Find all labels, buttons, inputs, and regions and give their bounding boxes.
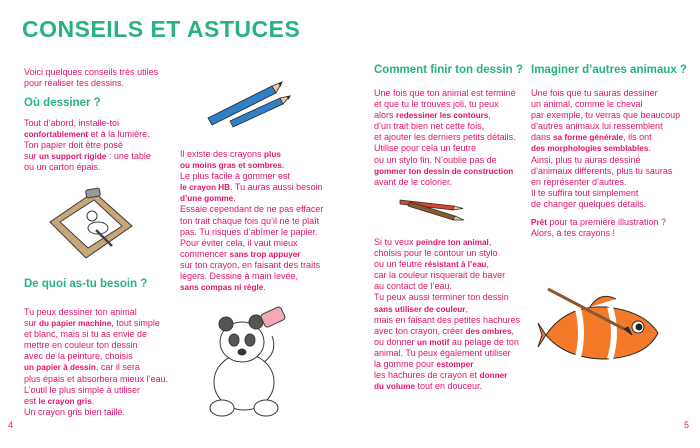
text-line xyxy=(24,67,158,78)
text-line xyxy=(374,110,516,121)
text-run: de changer quelques détails. xyxy=(531,198,647,209)
text-run: , ils ont xyxy=(623,132,652,143)
text-line xyxy=(374,259,520,270)
text-run: sur xyxy=(24,318,40,329)
text-line xyxy=(24,129,151,140)
text-line xyxy=(531,110,680,121)
imagine-text xyxy=(531,88,680,210)
text-run: Voici quelques conseils très utiles xyxy=(24,67,159,77)
text-run: et que tu le trouves joli, tu peux xyxy=(374,99,499,110)
page-title: CONSEILS ET ASTUCES xyxy=(22,16,301,42)
text-line xyxy=(374,88,516,99)
bold-text: sans trop appuyer xyxy=(229,249,301,259)
text-run: les hachures de crayon et xyxy=(374,370,480,381)
text-run: par exemple, tu verras que beaucoup xyxy=(531,110,681,121)
text-run: d’un trait bien net cette fois, xyxy=(374,121,485,132)
text-run: : une table xyxy=(106,151,151,162)
text-run: dans xyxy=(531,132,554,143)
text-line xyxy=(24,385,168,396)
text-line xyxy=(180,204,323,215)
text-line xyxy=(531,88,680,99)
text-run: légers. Dessine à main levée, xyxy=(180,271,299,282)
bold-text: du volume xyxy=(374,382,415,392)
text-run: , car il sera xyxy=(95,362,140,373)
text-line xyxy=(374,315,520,326)
text-line xyxy=(24,151,151,162)
text-line xyxy=(180,282,323,293)
text-line xyxy=(180,149,323,160)
text-run: avec ton crayon, créer xyxy=(374,325,466,336)
bold-text: résistant à l’eau xyxy=(424,260,487,270)
text-line xyxy=(374,370,520,381)
text-line xyxy=(24,396,168,407)
text-line xyxy=(24,318,168,329)
imagine-text-2 xyxy=(531,217,666,239)
text-line xyxy=(24,351,168,362)
bold-text: d’une gomme xyxy=(180,194,234,204)
intro-text xyxy=(24,67,158,89)
text-run: commencer xyxy=(180,248,230,259)
text-line xyxy=(374,359,520,370)
text-run: Si tu veux xyxy=(374,237,417,247)
text-run: , xyxy=(488,110,491,121)
text-run: sur ton crayon, en faisant des traits xyxy=(180,259,321,270)
bold-text: ou moins gras et sombres xyxy=(180,161,282,171)
text-line xyxy=(180,216,323,227)
text-line xyxy=(531,217,666,228)
text-run: . Tu auras aussi besoin xyxy=(230,182,323,193)
colored-pencils-icon xyxy=(400,196,468,226)
text-run: alors xyxy=(374,110,397,121)
bold-text: du papier machine xyxy=(39,319,112,329)
needs-heading: De quoi as-tu besoin ? xyxy=(24,278,148,290)
text-run: . xyxy=(233,193,236,204)
text-run: Pour éviter cela, il vaut mieux xyxy=(180,237,298,248)
text-line xyxy=(24,140,151,151)
text-line xyxy=(531,143,680,154)
text-run: sur xyxy=(24,151,40,162)
text-run: avec de la peinture, choisis xyxy=(24,351,133,362)
text-line xyxy=(374,304,520,315)
text-run: Utilise pour cela un feutre xyxy=(374,143,477,154)
text-run: Une fois que ton animal est terminé xyxy=(374,88,516,98)
text-line xyxy=(24,407,168,418)
where-heading: Où dessiner ? xyxy=(24,97,101,109)
text-line xyxy=(374,132,516,143)
bold-text: le crayon gris xyxy=(38,396,92,406)
text-run: et ajouter les derniers petits détails. xyxy=(374,132,516,143)
page-number-right: 5 xyxy=(684,420,690,430)
text-line xyxy=(180,160,323,171)
text-run: au contact de l’eau. xyxy=(374,281,453,292)
text-line xyxy=(374,237,520,248)
where-text xyxy=(24,118,151,173)
text-line xyxy=(180,193,323,204)
finish-text-1 xyxy=(374,88,516,188)
text-line xyxy=(24,78,158,89)
text-run: Tu peux dessiner ton animal xyxy=(24,307,137,317)
text-run: ou un stylo fin. N’oublie pas de xyxy=(374,154,497,165)
page-number-left: 4 xyxy=(8,420,14,430)
bold-text: gommer ton dessin de construction xyxy=(374,166,514,176)
bold-text: peindre ton animal xyxy=(416,238,489,247)
text-line xyxy=(180,227,323,238)
text-run: d’autres animaux lui ressemblent xyxy=(531,121,663,132)
text-run: ton trait chaque fois qu’il ne te plaît xyxy=(180,215,320,226)
text-run: . xyxy=(281,160,285,171)
text-run: et à la lumière. xyxy=(88,129,150,140)
text-line xyxy=(374,337,520,348)
text-run: Alors, à tes crayons ! xyxy=(531,228,616,239)
text-run: Tout d’abord, installe-toi xyxy=(24,118,120,128)
text-line xyxy=(531,228,666,239)
bold-text: redessiner les contours xyxy=(396,111,489,121)
text-line xyxy=(374,281,520,292)
text-run: Il existe des crayons xyxy=(180,149,265,159)
text-run: Le plus facile à gommer est xyxy=(180,171,291,182)
text-line xyxy=(531,199,680,210)
bold-text: sans utiliser de couleur xyxy=(374,304,466,314)
text-run: Essaie cependant de ne pas effacer xyxy=(180,204,324,215)
text-line xyxy=(531,132,680,143)
text-line xyxy=(374,248,520,259)
text-run: Ton papier doit être posé xyxy=(24,140,124,151)
text-line xyxy=(24,362,168,373)
bold-text: des ombres xyxy=(465,326,512,336)
text-run: au pelage de ton xyxy=(449,336,519,347)
text-line xyxy=(24,307,168,318)
text-run: . xyxy=(263,282,266,293)
text-run: Une fois que tu sauras dessiner xyxy=(531,88,658,98)
text-line xyxy=(374,121,516,132)
text-line xyxy=(374,155,516,166)
bold-text: sans compas ni règle xyxy=(180,283,264,293)
text-run: pour réaliser tes dessins. xyxy=(24,78,125,89)
text-run: la gomme pour xyxy=(374,359,437,370)
bold-text: des morphologies semblables xyxy=(531,144,649,154)
text-run: pour ta première illustration ? xyxy=(546,217,666,227)
panda-eraser-icon xyxy=(206,300,306,422)
text-line xyxy=(374,292,520,303)
text-line xyxy=(531,99,680,110)
bold-text: confortablement xyxy=(24,130,89,140)
finish-text-2 xyxy=(374,237,520,392)
text-line xyxy=(531,177,680,188)
text-run: mais en faisant des petites hachures xyxy=(374,314,521,325)
text-line xyxy=(180,182,323,193)
bold-text: Prêt xyxy=(531,218,547,227)
pencils-text xyxy=(180,149,323,293)
text-run: plus épais et absorbera mieux l’eau. xyxy=(24,373,169,384)
needs-text xyxy=(24,307,168,418)
text-run: pas. Tu risques d’abîmer le papier. xyxy=(180,226,318,237)
text-run: , xyxy=(488,237,492,247)
text-line xyxy=(180,171,323,182)
clownfish-brush-icon xyxy=(540,285,666,367)
text-run: , xyxy=(511,325,515,336)
text-line xyxy=(531,121,680,132)
text-line xyxy=(374,166,516,177)
bold-text: donner xyxy=(479,371,508,381)
bold-text: le crayon HB xyxy=(180,183,231,193)
blue-pencils-icon xyxy=(206,80,296,125)
bold-text: plus xyxy=(264,150,281,159)
text-run: , xyxy=(465,303,468,314)
bold-text: un support rigide xyxy=(39,152,107,162)
text-run: Tu peux aussi terminer ton dessin xyxy=(374,292,509,303)
text-run: tout en douceur. xyxy=(414,381,483,392)
text-run: Un crayon gris bien taillé. xyxy=(24,406,126,417)
text-run: ou donner xyxy=(374,336,418,347)
text-line xyxy=(24,118,151,129)
text-run: ou un feutre xyxy=(374,259,425,270)
text-run: mettre en couleur ton dessin xyxy=(24,340,138,351)
text-line xyxy=(374,270,520,281)
text-line xyxy=(180,271,323,282)
imagine-heading: Imaginer d’autres animaux ? xyxy=(531,64,687,76)
bold-text: sa forme générale xyxy=(553,133,624,143)
text-run: L’outil le plus simple à utiliser xyxy=(24,384,141,395)
text-line xyxy=(24,329,168,340)
text-run: . xyxy=(648,143,651,154)
text-line xyxy=(180,238,323,249)
text-run: ou un carton épais. xyxy=(24,162,101,173)
text-line xyxy=(24,374,168,385)
text-line xyxy=(374,381,520,392)
text-run: et blanc, mais si tu as envie de xyxy=(24,329,148,340)
finish-heading: Comment finir ton dessin ? xyxy=(374,64,523,76)
text-line xyxy=(180,249,323,260)
text-line xyxy=(374,99,516,110)
bold-text: un papier à dessin xyxy=(24,363,96,373)
bold-text: un motif xyxy=(417,337,450,347)
text-run: en représenter d’autres. xyxy=(531,176,627,187)
text-line xyxy=(180,260,323,271)
text-line xyxy=(374,177,516,188)
text-run: car la couleur risquerait de baver xyxy=(374,270,506,281)
text-line xyxy=(374,143,516,154)
text-run: Ainsi, plus tu auras dessiné xyxy=(531,154,641,165)
text-line xyxy=(24,340,168,351)
text-run: un animal, comme le cheval xyxy=(531,99,643,110)
text-line xyxy=(531,188,680,199)
text-line xyxy=(374,326,520,337)
text-run: d’animaux différents, plus tu sauras xyxy=(531,165,673,176)
text-run: est xyxy=(24,395,39,406)
text-line xyxy=(531,155,680,166)
text-line xyxy=(374,348,520,359)
clipboard-drawing-icon xyxy=(46,186,136,262)
text-run: Il te suffira tout simplement xyxy=(531,187,639,198)
text-line xyxy=(531,166,680,177)
text-run: animal. Tu peux également utiliser xyxy=(374,347,511,358)
text-run: , tout simple xyxy=(111,318,160,329)
text-run: , xyxy=(486,259,489,270)
text-run: choisis pour le contour un stylo xyxy=(374,248,498,259)
text-run: avant de le colorier. xyxy=(374,176,453,187)
bold-text: estomper xyxy=(436,360,474,370)
text-run: . xyxy=(91,395,95,406)
text-line xyxy=(24,162,151,173)
